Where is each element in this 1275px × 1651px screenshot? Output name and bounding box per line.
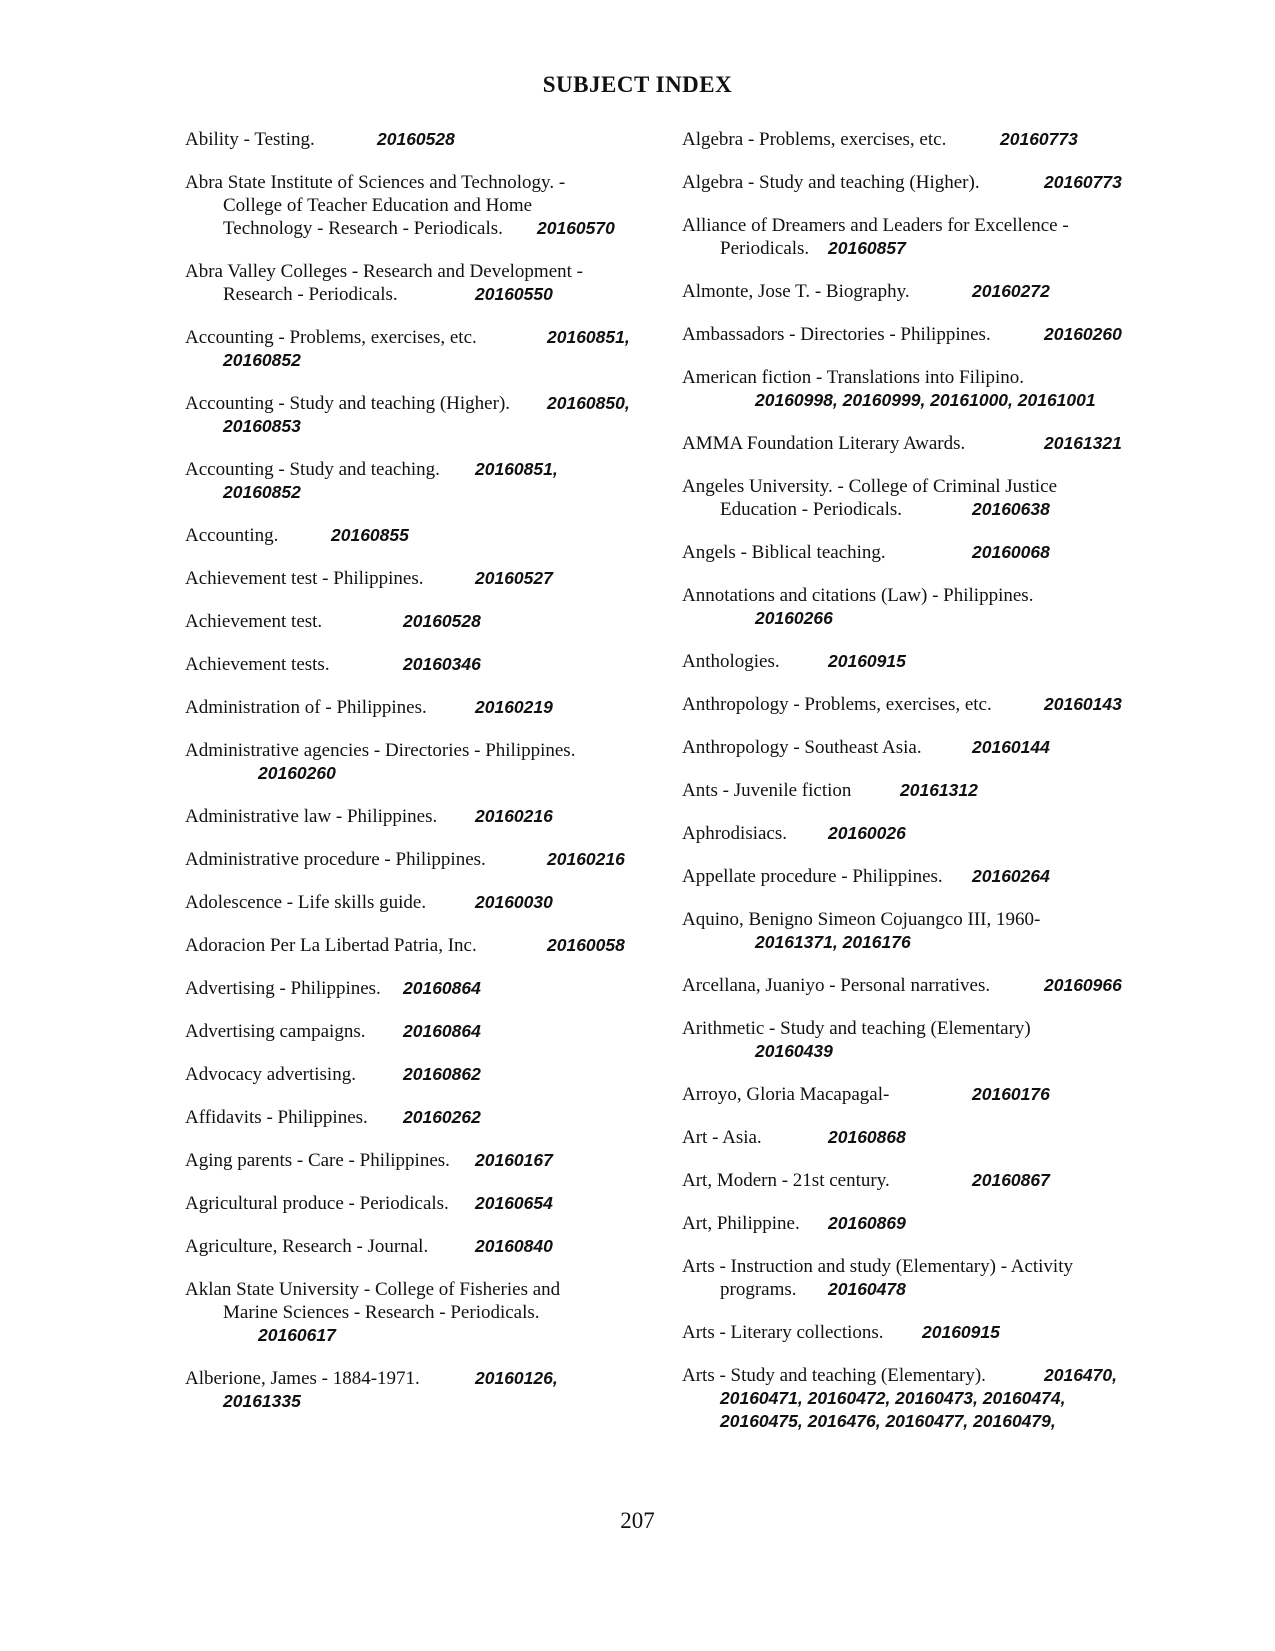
subject-heading: Almonte, Jose T. - Biography.	[682, 281, 910, 302]
subject-heading: Ambassadors - Directories - Philippines.	[682, 324, 991, 345]
index-entry	[682, 128, 1142, 151]
index-entry-line	[682, 779, 1142, 802]
subject-heading: Agriculture, Research - Journal.	[185, 1236, 429, 1257]
index-entry-line	[682, 432, 1142, 455]
index-entry	[682, 822, 1142, 845]
subject-heading: Accounting - Study and teaching.	[185, 459, 440, 480]
subject-heading: Adoracion Per La Libertad Patria, Inc.	[185, 935, 477, 956]
index-entry-line	[185, 567, 645, 590]
index-entry-line	[682, 1278, 1142, 1301]
record-number: 20160068	[972, 542, 1050, 562]
index-entry	[185, 696, 645, 719]
index-entry	[185, 934, 645, 957]
subject-heading: Annotations and citations (Law) - Philippines.	[682, 585, 1034, 606]
index-entry-line	[682, 323, 1142, 346]
index-entry-line	[185, 653, 645, 676]
subject-heading: Aklan State University - College of Fisheries and	[185, 1279, 561, 1300]
record-number: 20160478	[828, 1279, 906, 1299]
record-number: 20160852	[223, 482, 301, 502]
index-entry	[682, 779, 1142, 802]
record-number: 20161321	[1044, 433, 1122, 453]
subject-heading: Agricultural produce - Periodicals.	[185, 1193, 449, 1214]
index-entry	[185, 524, 645, 547]
subject-heading: Research - Periodicals.	[223, 284, 398, 305]
record-number: 20160638	[972, 499, 1050, 519]
record-number: 20160272	[972, 281, 1050, 301]
index-entry-line	[185, 171, 645, 194]
subject-heading: Abra Valley Colleges - Research and Development -	[185, 261, 583, 282]
index-entry-line	[682, 1255, 1142, 1278]
index-entry	[185, 260, 645, 306]
record-number: 20160471, 20160472, 20160473, 20160474,	[720, 1388, 1066, 1408]
subject-heading: Arts - Literary collections.	[682, 1322, 884, 1343]
record-number: 20160840	[475, 1236, 553, 1256]
subject-heading: Anthropology - Problems, exercises, etc.	[682, 694, 992, 715]
index-entry-line	[185, 217, 645, 240]
index-entry	[682, 908, 1142, 954]
subject-heading: Arts - Instruction and study (Elementary) - Activity	[682, 1256, 1073, 1277]
index-entry-line	[682, 607, 1142, 630]
index-entry-line	[185, 128, 645, 151]
subject-heading: Aging parents - Care - Philippines.	[185, 1150, 450, 1171]
index-entry-line	[185, 610, 645, 633]
index-entry	[682, 214, 1142, 260]
index-entry	[185, 567, 645, 590]
subject-heading: Arroyo, Gloria Macapagal-	[682, 1084, 890, 1105]
subject-heading: Angeles University. - College of Criminal Justice	[682, 476, 1057, 497]
index-entry-line	[185, 1301, 645, 1324]
index-entry	[682, 541, 1142, 564]
subject-heading: Achievement test.	[185, 611, 323, 632]
record-number: 20160868	[828, 1127, 906, 1147]
subject-heading: Algebra - Problems, exercises, etc.	[682, 129, 947, 150]
subject-heading: Arts - Study and teaching (Elementary).	[682, 1365, 986, 1386]
record-number: 20160527	[475, 568, 553, 588]
record-number: 20160850,	[547, 393, 630, 413]
index-entry-line	[185, 848, 645, 871]
subject-heading: AMMA Foundation Literary Awards.	[682, 433, 966, 454]
subject-heading: Ability - Testing.	[185, 129, 315, 150]
index-entry-line	[682, 931, 1142, 954]
index-entry-line	[682, 366, 1142, 389]
index-entry	[185, 1192, 645, 1215]
index-entry-line	[682, 214, 1142, 237]
index-entry-line	[185, 392, 645, 415]
index-entry	[185, 171, 645, 240]
record-number: 20160998, 20160999, 20161000, 20161001	[755, 390, 1096, 410]
subject-heading: Accounting - Study and teaching (Higher).	[185, 393, 511, 414]
record-number: 20160773	[1044, 172, 1122, 192]
index-entry-line	[185, 977, 645, 1000]
index-entry-line	[185, 458, 645, 481]
record-number: 20160864	[403, 978, 481, 998]
index-entry	[682, 584, 1142, 630]
subject-heading: Administrative law - Philippines.	[185, 806, 438, 827]
record-number: 20160857	[828, 238, 906, 258]
record-number: 20160262	[403, 1107, 481, 1127]
record-number: 20160915	[828, 651, 906, 671]
record-number: 20160266	[755, 608, 833, 628]
record-number: 20160869	[828, 1213, 906, 1233]
index-entry-line	[682, 389, 1142, 412]
index-entry	[185, 392, 645, 438]
index-entry-line	[185, 1390, 645, 1413]
subject-heading: Achievement test - Philippines.	[185, 568, 424, 589]
record-number: 20160475, 2016476, 20160477, 20160479,	[720, 1411, 1056, 1431]
index-entry-line	[185, 762, 645, 785]
subject-heading: Technology - Research - Periodicals.	[223, 218, 503, 239]
subject-heading: Affidavits - Philippines.	[185, 1107, 368, 1128]
record-number: 20160216	[547, 849, 625, 869]
record-number: 20160346	[403, 654, 481, 674]
index-entry	[682, 323, 1142, 346]
record-number: 20160528	[403, 611, 481, 631]
index-entry-line	[682, 1040, 1142, 1063]
index-entry	[185, 610, 645, 633]
record-number: 20160167	[475, 1150, 553, 1170]
page-title: SUBJECT INDEX	[542, 72, 733, 97]
record-number: 20160570	[537, 218, 615, 238]
index-entry	[185, 1149, 645, 1172]
index-entry-line	[682, 1387, 1142, 1410]
record-number: 20160855	[331, 525, 409, 545]
index-entry-line	[185, 1106, 645, 1129]
subject-heading: Achievement tests.	[185, 654, 330, 675]
subject-heading: Advertising - Philippines.	[185, 978, 381, 999]
subject-heading: Art, Philippine.	[682, 1213, 800, 1234]
index-entry	[185, 128, 645, 151]
index-entry-line	[682, 1321, 1142, 1344]
index-entry	[185, 848, 645, 871]
record-number: 20160853	[223, 416, 301, 436]
record-number: 20160144	[972, 737, 1050, 757]
record-number: 20160550	[475, 284, 553, 304]
record-number: 20160143	[1044, 694, 1122, 714]
subject-heading: Abra State Institute of Sciences and Technology. -	[185, 172, 566, 193]
subject-heading: Administration of - Philippines.	[185, 697, 427, 718]
index-entry	[682, 1017, 1142, 1063]
index-entry-line	[185, 891, 645, 914]
subject-heading: Alliance of Dreamers and Leaders for Excellence -	[682, 215, 1069, 236]
index-entry-line	[682, 693, 1142, 716]
record-number: 20160030	[475, 892, 553, 912]
index-entry-line	[185, 415, 645, 438]
subject-heading: programs.	[720, 1279, 797, 1300]
subject-heading: Arcellana, Juaniyo - Personal narratives.	[682, 975, 991, 996]
index-entry-line	[682, 1364, 1142, 1387]
record-number: 20160773	[1000, 129, 1078, 149]
record-number: 20161371, 2016176	[755, 932, 911, 952]
index-entry-line	[682, 1126, 1142, 1149]
record-number: 20160851,	[547, 327, 630, 347]
subject-heading: Aquino, Benigno Simeon Cojuangco III, 1960-	[682, 909, 1041, 930]
index-entry-line	[682, 1169, 1142, 1192]
index-entry	[185, 1063, 645, 1086]
record-number: 20160654	[475, 1193, 553, 1213]
index-entry-line	[185, 1192, 645, 1215]
index-entry	[185, 326, 645, 372]
subject-heading: Arithmetic - Study and teaching (Elementary)	[682, 1018, 1031, 1039]
subject-heading: Adolescence - Life skills guide.	[185, 892, 427, 913]
index-entry	[682, 1083, 1142, 1106]
subject-heading: Alberione, James - 1884-1971.	[185, 1368, 420, 1389]
index-entry-line	[185, 1324, 645, 1347]
record-number: 20160216	[475, 806, 553, 826]
index-entry-line	[185, 805, 645, 828]
subject-heading: Art - Asia.	[682, 1127, 762, 1148]
subject-heading: Ants - Juvenile fiction	[682, 780, 852, 801]
index-entry	[682, 974, 1142, 997]
index-entry	[682, 693, 1142, 716]
record-number: 20160439	[755, 1041, 833, 1061]
index-entry	[682, 1169, 1142, 1192]
subject-heading: Art, Modern - 21st century.	[682, 1170, 890, 1191]
record-number: 20160852	[223, 350, 301, 370]
index-entry-line	[185, 194, 645, 217]
record-number: 20160528	[377, 129, 455, 149]
index-entry	[682, 1364, 1142, 1433]
subject-heading: Algebra - Study and teaching (Higher).	[682, 172, 980, 193]
index-entry	[185, 739, 645, 785]
index-entry-line	[682, 1410, 1142, 1433]
record-number: 20160617	[258, 1325, 336, 1345]
index-entry	[682, 366, 1142, 412]
index-entry-line	[185, 1063, 645, 1086]
index-entry-line	[185, 696, 645, 719]
subject-heading: Appellate procedure - Philippines.	[682, 866, 943, 887]
subject-heading: Anthologies.	[682, 651, 780, 672]
index-entry-line	[185, 1367, 645, 1390]
index-entry	[682, 1126, 1142, 1149]
record-number: 20161312	[900, 780, 978, 800]
index-entry-line	[682, 822, 1142, 845]
subject-heading: Accounting - Problems, exercises, etc.	[185, 327, 477, 348]
index-entry-line	[185, 934, 645, 957]
index-entry-line	[185, 283, 645, 306]
index-entry	[682, 865, 1142, 888]
record-number: 20160219	[475, 697, 553, 717]
index-entry	[185, 977, 645, 1000]
index-entry-line	[185, 524, 645, 547]
index-entry-line	[682, 475, 1142, 498]
index-entry-line	[185, 1149, 645, 1172]
index-entry-line	[682, 171, 1142, 194]
index-entry-line	[682, 541, 1142, 564]
subject-heading: Marine Sciences - Research - Periodicals.	[223, 1302, 540, 1323]
index-entry-line	[185, 260, 645, 283]
index-entry-line	[682, 1017, 1142, 1040]
index-entry	[682, 1212, 1142, 1235]
index-entry-line	[185, 1278, 645, 1301]
record-number: 20161335	[223, 1391, 301, 1411]
index-entry	[185, 805, 645, 828]
index-entry	[185, 653, 645, 676]
record-number: 20160264	[972, 866, 1050, 886]
index-entry-line	[185, 326, 645, 349]
index-entry-line	[682, 974, 1142, 997]
index-entry-line	[682, 498, 1142, 521]
record-number: 20160862	[403, 1064, 481, 1084]
index-entry	[185, 1235, 645, 1258]
subject-heading: College of Teacher Education and Home	[223, 195, 533, 216]
subject-heading: Administrative procedure - Philippines.	[185, 849, 486, 870]
record-number: 20160966	[1044, 975, 1122, 995]
index-entry-line	[682, 128, 1142, 151]
subject-heading: Aphrodisiacs.	[682, 823, 788, 844]
index-entry	[682, 1321, 1142, 1344]
page-number: 207	[620, 1508, 655, 1533]
index-entry	[682, 171, 1142, 194]
record-number: 20160058	[547, 935, 625, 955]
record-number: 20160126,	[475, 1368, 558, 1388]
index-entry-line	[185, 1235, 645, 1258]
index-entry-line	[185, 349, 645, 372]
index-entry	[682, 280, 1142, 303]
index-entry-line	[682, 650, 1142, 673]
index-entry	[185, 1106, 645, 1129]
index-entry	[682, 650, 1142, 673]
index-entry-line	[682, 280, 1142, 303]
index-entry-line	[682, 908, 1142, 931]
index-column-left	[185, 128, 645, 1433]
record-number: 20160260	[1044, 324, 1122, 344]
record-number: 20160176	[972, 1084, 1050, 1104]
index-column-right	[682, 128, 1142, 1453]
record-number: 20160851,	[475, 459, 558, 479]
index-entry	[682, 736, 1142, 759]
index-entry-line	[682, 1083, 1142, 1106]
subject-heading: Advertising campaigns.	[185, 1021, 366, 1042]
index-entry-line	[682, 237, 1142, 260]
subject-heading: Anthropology - Southeast Asia.	[682, 737, 922, 758]
subject-heading: Administrative agencies - Directories - Philippines.	[185, 740, 576, 761]
index-entry-line	[185, 481, 645, 504]
index-entry	[185, 1020, 645, 1043]
subject-heading: Accounting.	[185, 525, 279, 546]
index-entry-line	[185, 739, 645, 762]
index-entry	[682, 1255, 1142, 1301]
index-entry	[185, 1367, 645, 1413]
record-number: 20160026	[828, 823, 906, 843]
subject-heading: Angels - Biblical teaching.	[682, 542, 886, 563]
index-entry	[185, 1278, 645, 1347]
index-entry	[185, 458, 645, 504]
index-entry	[682, 432, 1142, 455]
index-entry-line	[682, 1212, 1142, 1235]
record-number: 20160915	[922, 1322, 1000, 1342]
index-entry-line	[682, 584, 1142, 607]
record-number: 2016470,	[1044, 1365, 1117, 1385]
record-number: 20160864	[403, 1021, 481, 1041]
subject-heading: American fiction - Translations into Filipino.	[682, 367, 1024, 388]
record-number: 20160260	[258, 763, 336, 783]
subject-heading: Periodicals.	[720, 238, 810, 259]
record-number: 20160867	[972, 1170, 1050, 1190]
index-entry-line	[682, 865, 1142, 888]
index-entry-line	[682, 736, 1142, 759]
index-entry-line	[185, 1020, 645, 1043]
index-entry	[185, 891, 645, 914]
subject-heading: Education - Periodicals.	[720, 499, 903, 520]
subject-heading: Advocacy advertising.	[185, 1064, 356, 1085]
index-entry	[682, 475, 1142, 521]
